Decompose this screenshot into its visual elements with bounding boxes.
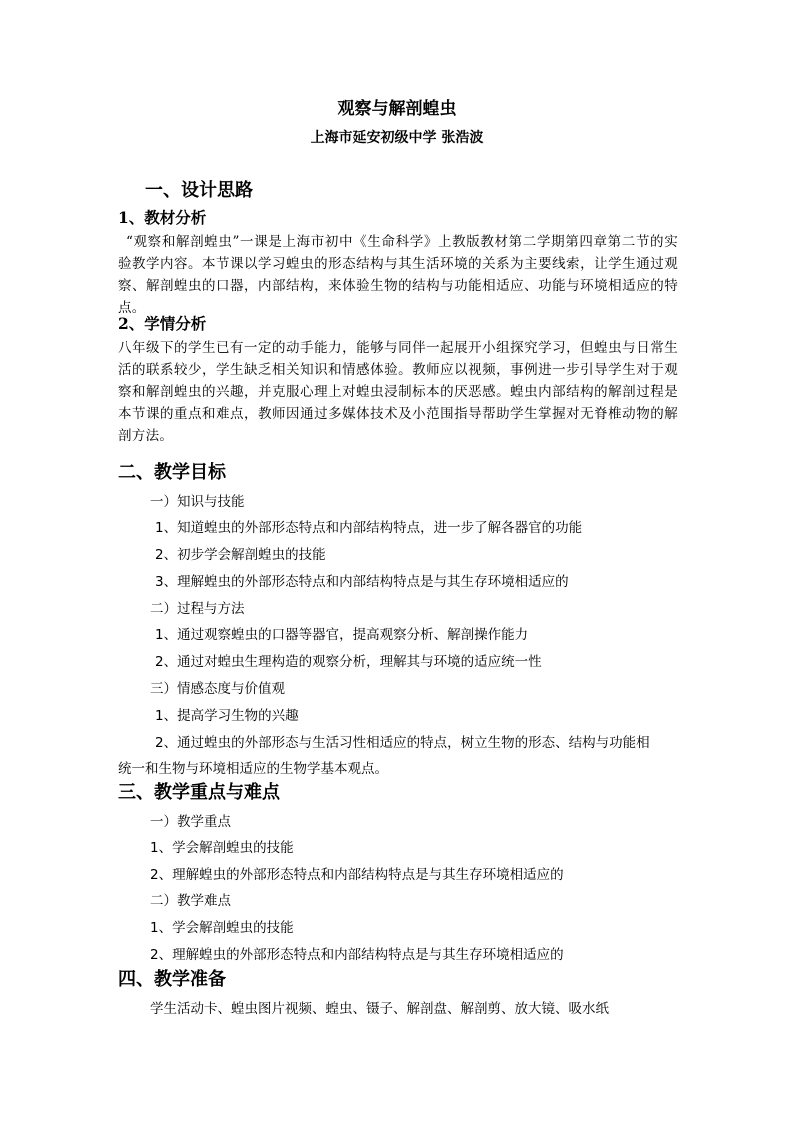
goal-item-continued: 统一和生物与环境相适应的生物学基本观点。	[118, 761, 388, 777]
goal-item: 2、通过蝗虫的外部形态与生活习性相适应的特点，树立生物的形态、结构与功能相	[155, 735, 650, 751]
goal-item: 1、提高学习生物的兴趣	[155, 708, 299, 724]
goal-item: 2、通过对蝗虫生理构造的观察分析，理解其与环境的适应统一性	[155, 654, 542, 670]
goal-item: 2、初步学会解剖蝗虫的技能	[155, 547, 326, 563]
key-item: 2、理解蝗虫的外部形态特点和内部结构特点是与其生存环境相适应的	[150, 867, 564, 883]
section-heading-design: 一、设计思路	[145, 180, 253, 201]
goal-group-knowledge: 一）知识与技能	[150, 494, 245, 510]
goal-group-process: 二）过程与方法	[150, 601, 245, 617]
paragraph-material-analysis: “观察和解剖蝗虫”一课是上海市初中《生命科学》上教版教材第二学期第四章第二节的实验教学内容。本节课以学习蝗虫的形态结构与其生活环境的关系为主要线索，让学生通过观察、解剖蝗虫的口器，内部结构，来体验生物的结构与功能相适应、功能与环境相适应的特点。	[118, 234, 678, 316]
key-item: 1、学会解剖蝗虫的技能	[150, 840, 294, 856]
preparation-list: 学生活动卡、蝗虫图片视频、蝗虫、镊子、解剖盘、解剖剪、放大镜、吸水纸	[150, 1001, 609, 1017]
key-item: 2、理解蝗虫的外部形态特点和内部结构特点是与其生存环境相适应的	[150, 947, 564, 963]
section-heading-preparation: 四、教学准备	[118, 969, 226, 990]
subsection-heading-student: 2、学情分析	[118, 314, 207, 333]
subsection-heading-material: 1、教材分析	[118, 208, 207, 227]
paragraph-student-analysis: 八年级下的学生已有一定的动手能力，能够与同伴一起展开小组探究学习，但蝗虫与日常生活的联系较少，学生缺乏相关知识和情感体验。教师应以视频，事例进一步引导学生对于观察和解剖蝗虫的兴趣，并克服心理上对蝗虫浸制标本的厌恶感。蝗虫内部结构的解剖过程是本节课的重点和难点，教师因通过多媒体技术及小范围指导帮助学生掌握对无脊椎动物的解剖方法。	[118, 340, 678, 444]
section-heading-goals: 二、教学目标	[118, 462, 226, 483]
goal-group-attitude: 三）情感态度与价值观	[150, 681, 285, 697]
key-group-focus: 一）教学重点	[150, 814, 231, 830]
goal-item: 3、理解蝗虫的外部形态特点和内部结构特点是与其生存环境相适应的	[155, 574, 569, 590]
section-heading-key-points: 三、教学重点与难点	[118, 782, 280, 803]
goal-item: 1、知道蝗虫的外部形态特点和内部结构特点，进一步了解各器官的功能	[155, 520, 583, 536]
key-item: 1、学会解剖蝗虫的技能	[150, 920, 294, 936]
key-group-difficulty: 二）教学难点	[150, 893, 231, 909]
goal-item: 1、通过观察蝗虫的口器等器官，提高观察分析、解剖操作能力	[155, 627, 529, 643]
document-author: 上海市延安初级中学 张浩波	[310, 130, 484, 146]
document-title: 观察与解剖蝗虫	[337, 99, 457, 119]
